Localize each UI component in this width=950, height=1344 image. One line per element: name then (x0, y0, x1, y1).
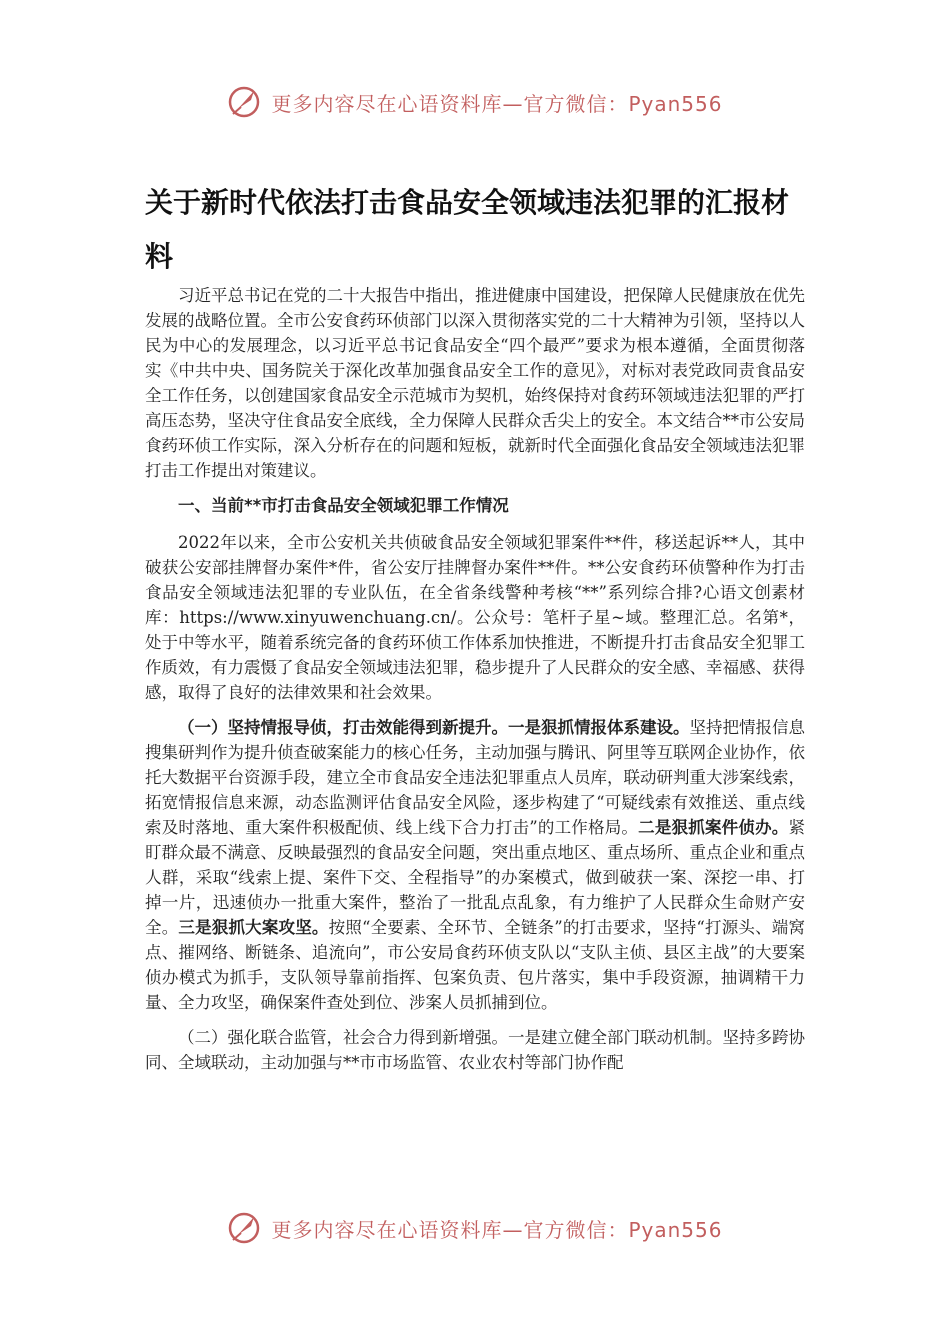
section-heading-1: 一、当前**市打击食品安全领域犯罪工作情况 (178, 496, 509, 515)
header-banner (0, 82, 950, 122)
paragraph-3-part-b: 紧盯群众最不满意、反映最强烈的食品安全问题，突出重点地区、重点场所、重点企业和重点人群，采取“线索上提、案件下交、全程指导”的办案模式，做到破获一案、深挖一串、打掉一片，迅速侦办一批重大案件，整治了一批乱点乱象，有力维护了人民群众生命财产安全。 (145, 818, 806, 937)
paragraph-3-part-a: 坚持把情报信息搜集研判作为提升侦查破案能力的核心任务，主动加强与腾讯、阿里等互联网企业协作，依托大数据平台资源手段，建立全市食品安全违法犯罪重点人员库，联动研判重大涉案线索，拓宽情报信息来源，动态监测评估食品安全风险，逐步构建了“可疑线索有效推送、重点线索及时落地、重大案件积极配侦、线上线下合力打击”的工作格局。 (145, 718, 805, 837)
paragraph-3-lead-c: 三是狠抓大案攻坚。 (178, 918, 329, 937)
banner-text: 更多内容尽在心语资料库—官方微信：Pyan556 (271, 1217, 723, 1242)
quill-logo-icon (227, 1210, 263, 1246)
paragraph-2: 2022年以来，全市公安机关共侦破食品安全领域犯罪案件**件，移送起诉**人，其中破获公安部挂牌督办案件*件，省公安厅挂牌督办案件**件。**公安食药环侦警种作为打击食品安全领域违法犯罪的专业队伍，在全省条线警种考核“**”系列综合排?心语文创素材库：https://www.xinyuwenchuang.cn/。公众号：笔杆子星~域。整理汇总。名第*，处于中等水平，随着系统完备的食药环侦工作体系加快推进，不断提升打击食品安全犯罪工作质效，有力震慑了食品安全领域违法犯罪，稳步提升了人民群众的安全感、幸福感、获得感，取得了良好的法律效果和社会效果。 (145, 533, 805, 702)
intro-paragraph: 习近平总书记在党的二十大报告中指出，推进健康中国建设，把保障人民健康放在优先发展的战略位置。全市公安食药环侦部门以深入贯彻落实党的二十大精神为引领，坚持以人民为中心的发展理念，以习近平总书记食品安全“四个最严”要求为根本遵循，全面贯彻落实《中共中央、国务院关于深化改革加强食品安全工作的意见》，对标对表党政同责食品安全工作任务，以创建国家食品安全示范城市为契机，始终保持对食药环领域违法犯罪的严打高压态势，坚决守住食品安全底线，全力保障人民群众舌尖上的安全。本文结合**市公安局食药环侦工作实际，深入分析存在的问题和短板，就新时代全面强化食品安全领域违法犯罪打击工作提出对策建议。 (145, 286, 805, 480)
quill-logo-icon (227, 84, 263, 120)
paragraph-4: （二）强化联合监管，社会合力得到新增强。一是建立健全部门联动机制。坚持多跨协同、全域联动，主动加强与**市市场监管、农业农村等部门协作配 (145, 1028, 805, 1072)
document-body (145, 283, 805, 1085)
paragraph-3-part-c: 按照“全要素、全环节、全链条”的打击要求，坚持“打源头、端窝点、摧网络、断链条、追流向”，市公安局食药环侦支队以“支队主侦、县区主战”的大要案侦办模式为抓手，支队领导靠前指挥、包案负责、包片落实，集中手段资源，抽调精干力量、全力攻坚，确保案件查处到位、涉案人员抓捕到位。 (145, 918, 806, 1012)
footer-banner (0, 1208, 950, 1248)
banner-text: 更多内容尽在心语资料库—官方微信：Pyan556 (271, 91, 723, 116)
paragraph-3-lead: （一）坚持情报导侦，打击效能得到新提升。一是狠抓情报体系建设。 (178, 718, 690, 737)
paragraph-3-lead-b: 二是狠抓案件侦办。 (638, 818, 789, 837)
document-title: 关于新时代依法打击食品安全领域违法犯罪的汇报材料 (145, 186, 790, 273)
paragraph-3 (145, 715, 805, 1015)
